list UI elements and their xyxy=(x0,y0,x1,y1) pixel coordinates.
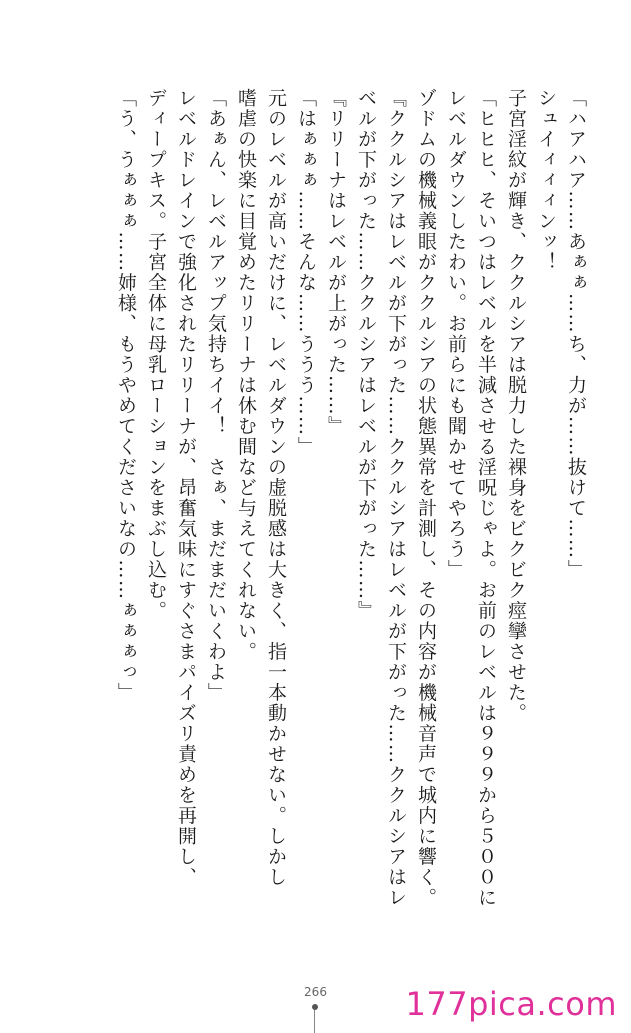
text-line: 「あぁん、レベルアップ気持ちイイ！ さぁ、まだまだいくわよ」 xyxy=(205,88,227,703)
text-line: レベルダウンしたわい。お前らにも聞かせてやろう」 xyxy=(445,88,467,580)
text-line: 子宮淫紋が輝き、ククルシアは脱力した裸身をビクビク痙攣させた。 xyxy=(505,88,527,724)
text-line: 嗜虐の快楽に目覚めたリリーナは休む間など与えてくれない。 xyxy=(235,88,257,662)
text-line: 「ハアハア……あぁぁ……ち、力が……抜けて……」 xyxy=(565,88,587,580)
text-line: 「う、うぁぁぁ……姉様、もうやめてくださいなの……ぁぁぁっ」 xyxy=(115,88,137,703)
text-line: ゾドムの機械義眼がククルシアの状態異常を計測し、その内容が機械音声で城内に響く。 xyxy=(415,88,437,908)
page-number: 266 xyxy=(304,985,327,999)
body-text xyxy=(31,88,591,958)
folio-line xyxy=(314,1010,315,1033)
text-line: 元のレベルが高いだけに、レベルダウンの虚脱感は大きく、指一本動かせない。しかし xyxy=(265,88,287,888)
text-line: シュイィィィンッ！ xyxy=(535,88,557,273)
text-line: 「ヒヒヒ、そいつはレベルを半減させる淫呪じゃよ。お前のレベルは９９９から５００に xyxy=(475,88,497,908)
watermark: 177pica.com xyxy=(405,985,617,1023)
text-line: 『リリーナはレベルが上がった……』 xyxy=(325,88,347,437)
text-line: 「はぁぁぁ……そんな……ううう……」 xyxy=(295,88,317,457)
text-line: 『ククルシアはレベルが下がった……ククルシアはレベルが下がった……ククルシアはレ xyxy=(385,88,407,908)
text-line: レベルドレインで強化されたリリーナが、昂奮気味にすぐさまパイズリ責めを再開し、 xyxy=(175,88,197,888)
text-line: ベルが下がった……ククルシアはレベルが下がった……』 xyxy=(355,88,377,621)
text-line: ディープキス。子宮全体に母乳ローションをまぶし込む。 xyxy=(145,88,167,621)
folio-dot-icon xyxy=(312,1004,318,1010)
